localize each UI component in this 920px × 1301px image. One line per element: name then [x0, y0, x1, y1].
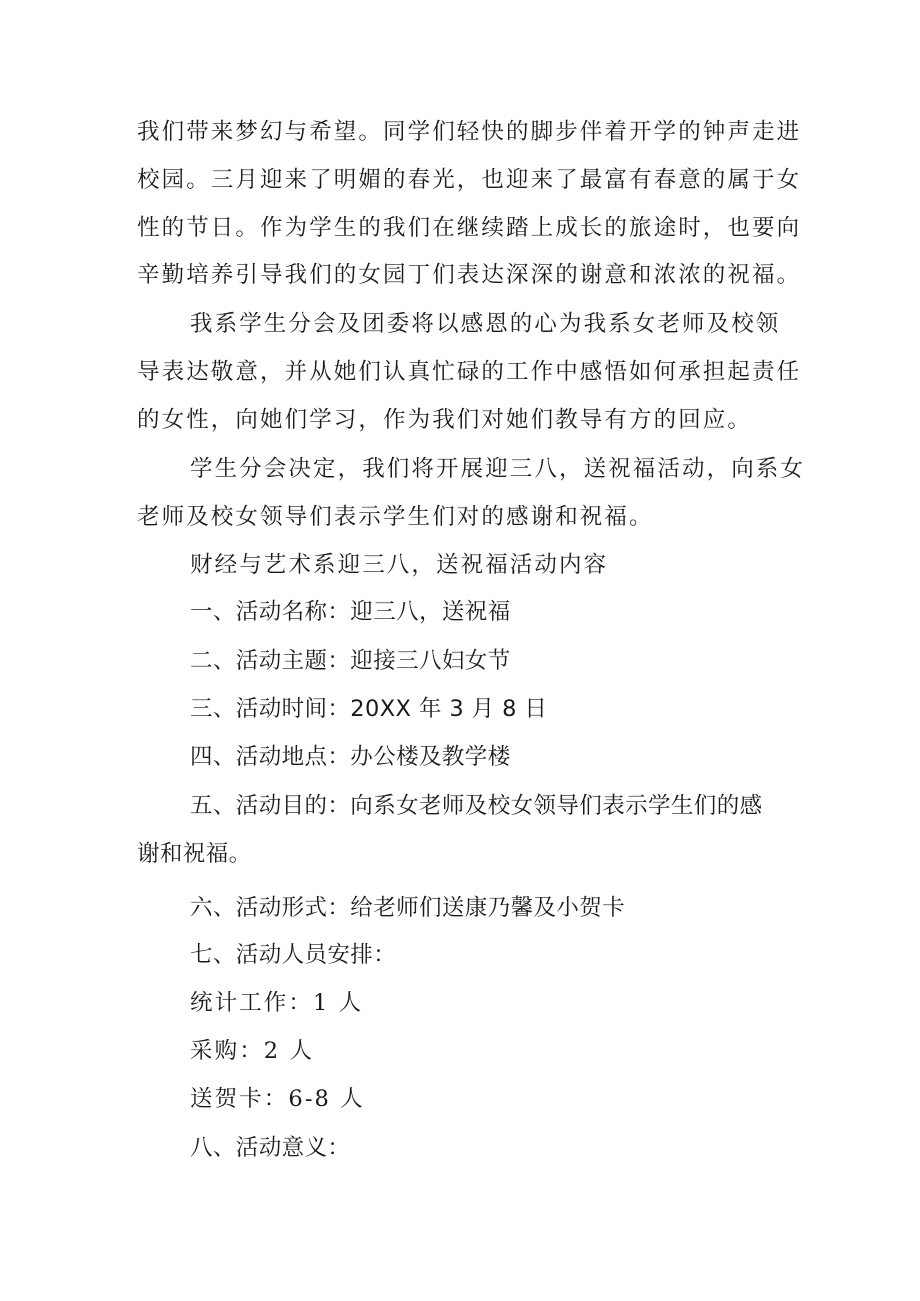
paragraph-3-line-1: 学生分会决定，我们将开展迎三八，送祝福活动，向系女	[190, 456, 806, 482]
paragraph-1-line-4: 辛勤培养引导我们的女园丁们表达深深的谢意和浓浓的祝福。	[137, 262, 802, 288]
activity-subtitle: 财经与艺术系迎三八，送祝福活动内容	[190, 552, 609, 578]
paragraph-3-line-2: 老师及校女领导们表示学生们对的感谢和祝福。	[137, 504, 654, 530]
paragraph-2-line-3: 的女性，向她们学习，作为我们对她们教导有方的回应。	[137, 407, 753, 433]
staff-delivery: 送贺卡：6-8 人	[190, 1086, 365, 1112]
item-activity-purpose-line-1: 五、活动目的：向系女老师及校女领导们表示学生们的感	[190, 793, 763, 819]
staff-purchase: 采购：2 人	[190, 1038, 315, 1064]
paragraph-2-line-2: 导表达敬意，并从她们认真忙碌的工作中感悟如何承担起责任	[137, 359, 802, 385]
item-activity-location: 四、活动地点：办公楼及教学楼	[190, 744, 511, 770]
paragraph-1-line-1: 我们带来梦幻与希望。同学们轻快的脚步伴着开学的钟声走进	[137, 119, 802, 145]
item-activity-staffing: 七、活动人员安排：	[190, 942, 397, 968]
item-activity-form: 六、活动形式：给老师们送康乃馨及小贺卡	[190, 895, 626, 921]
item-activity-name: 一、活动名称：迎三八，送祝福	[190, 599, 511, 625]
paragraph-1-line-3: 性的节日。作为学生的我们在继续踏上成长的旅途时，也要向	[137, 215, 802, 241]
item-activity-significance: 八、活动意义：	[190, 1135, 351, 1161]
paragraph-1-line-2: 校园。三月迎来了明媚的春光，也迎来了最富有春意的属于女	[137, 167, 802, 193]
item-activity-purpose-line-2: 谢和祝福。	[137, 841, 252, 867]
paragraph-2-line-1: 我系学生分会及团委将以感恩的心为我系女老师及校领	[190, 311, 781, 337]
item-activity-theme: 二、活动主题：迎接三八妇女节	[190, 648, 511, 674]
item-activity-time: 三、活动时间：20XX 年 3 月 8 日	[190, 696, 548, 722]
staff-statistics: 统计工作：1 人	[190, 990, 364, 1016]
